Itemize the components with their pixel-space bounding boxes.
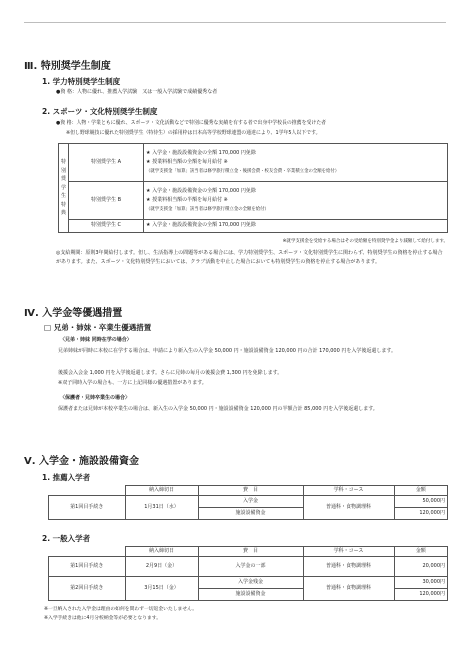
scholar-benefit-a: ★ 入学金・施設設備資金の全額 170,000 円免除 ★ 授業料相当額の全額を毎月給付 ※ （就学支援金「加算」該当者は修学旅行積立金・後援会費・校友会費・卒業積立金の全額を給付）	[144, 144, 448, 182]
course-1: 普通科・食物調理科	[303, 557, 394, 577]
table-note: ※就学支援金を受給する場合はその受給額を特別奨学金より減額して給付します。	[282, 239, 448, 244]
corner-cell	[49, 547, 126, 557]
section-3-sub2-text: ●資 格：人物・学業ともに優れ、スポーツ・文化活動などで特別に優秀な実績を有する者で出身中学校長の推薦を受けた者	[56, 120, 327, 126]
header-deadline: 納入締切日	[125, 486, 198, 496]
section-3-sub2-title: 2. スポーツ・文化特別奨学生制度	[42, 107, 158, 116]
scholarship-row-a	[59, 144, 448, 182]
other-fees-note: ※入学手続きは他に4月分校納金等が必要となります。	[44, 616, 162, 621]
amount-entrance-remainder: 30,000円	[394, 577, 448, 589]
scholar-name-c: 特別奨学生 C	[69, 220, 144, 233]
section-4-sub-title: □ 兄弟・姉妹・卒業生優遇措置	[44, 323, 152, 332]
amount-facility-fee: 120,000円	[394, 508, 448, 520]
procedure-1: 第1回目手続き	[49, 557, 126, 577]
fee-table-general	[48, 546, 448, 601]
siblings-title: 〈兄弟・姉妹 同時在学の場合〉	[60, 337, 132, 343]
section-5-heading: Ⅴ. 入学金・施設設備資金	[24, 456, 140, 467]
item-facility-fee: 施設設備資金	[198, 589, 303, 601]
amount-entrance-part: 20,000円	[394, 557, 448, 577]
header-course: 学科・コース	[303, 486, 394, 496]
section-3-sub2-note: ※但し野球競技に優れた特別奨学生（特待生）の採用枠は日本高等学校野球連盟の通達により、1学年5人以下です。	[66, 130, 321, 136]
section-3-sub1-text: ●資 格：人物に優れ、推薦入学試験 又は一般入学試験で成績優秀な者	[56, 89, 218, 95]
amount-entrance-fee: 50,000円	[394, 496, 448, 508]
scholar-name-b: 特別奨学生 B	[69, 182, 144, 220]
section-3-heading: Ⅲ. 特別奨学生制度	[24, 61, 111, 72]
header-item: 費 目	[198, 547, 303, 557]
scholarship-row-b	[59, 182, 448, 220]
header-course: 学科・コース	[303, 547, 394, 557]
recommended-title: 1. 推薦入学者	[42, 473, 91, 482]
course-2: 普通科・食物調理科	[303, 577, 394, 601]
refund-note: ※一旦納入された入学金は理由の如何を問わず一切返金いたしません。	[44, 607, 198, 612]
scholarship-table	[58, 143, 448, 233]
corner-cell	[49, 486, 126, 496]
item-entrance-fee: 入学金	[198, 496, 303, 508]
section-4-heading: Ⅳ. 入学金等優遇措置	[24, 308, 123, 319]
item-entrance-remainder: 入学金残金	[198, 577, 303, 589]
procedure-1: 第1回目手続き	[49, 496, 126, 520]
section-3-sub1-title: 1. 学力特別奨学生制度	[42, 77, 121, 86]
deadline-2: 3月15日（金）	[125, 577, 198, 601]
procedure-2: 第2回目手続き	[49, 577, 126, 601]
benefit-label: 特 別 奨 学 生 特 典	[59, 144, 69, 233]
alumni-text: 保護者または兄姉が本校卒業生の場合は、新入生の入学金 50,000 円・施設設備資金 120,000 円の半額合計 85,000 円を入学後返還します。	[58, 406, 378, 412]
payment-period-text: ◎支給期間：原則3年間給付します。但し、生活指導上の問題等がある場合には、学力特別奨学生、スポーツ・文化特別奨学生に関わらず、特別奨学生の資格を停止する場合があります。また、スポーツ・文化特別奨学生においては、クラブ活動を中止した場合においても特別奨学生の資格を停止する場合があります。	[56, 250, 443, 265]
header-amount: 金額	[394, 486, 448, 496]
header-amount: 金額	[394, 547, 448, 557]
scholarship-row-c	[59, 220, 448, 233]
item-entrance-part: 入学金の一部	[198, 557, 303, 577]
amount-facility-fee: 120,000円	[394, 589, 448, 601]
item-facility-fee: 施設設備資金	[198, 508, 303, 520]
general-title: 2. 一般入学者	[42, 534, 91, 543]
header-item: 費 目	[198, 486, 303, 496]
top-rule	[24, 22, 446, 23]
deadline-1: 1月31日（水）	[125, 496, 198, 520]
fee-table-recommended	[48, 485, 448, 520]
siblings-text-1: 兄弟姉妹が同時に本校に在学する場合は、申請により新入生の入学金 50,000 円・施設設備資金 120,000 円の合計 170,000 円を入学後返還します。	[58, 348, 396, 354]
scholar-benefit-b: ★ 入学金・施設設備資金の全額 170,000 円免除 ★ 授業料相当額の半額を毎月給付 ※ （就学支援金「加算」該当者は修学旅行積立金の全額を給付）	[144, 182, 448, 220]
scholar-name-a: 特別奨学生 A	[69, 144, 144, 182]
header-deadline: 納入締切日	[125, 547, 198, 557]
deadline-1: 2月9日（金）	[125, 557, 198, 577]
scholar-benefit-c: ★ 入学金・施設設備資金の全額 170,000 円免除	[144, 220, 448, 233]
course-1: 普通科・食物調理科	[303, 496, 394, 520]
siblings-text-3: ※双子同時入学の場合も、一方に上記同様の優遇措置があります。	[58, 380, 207, 386]
alumni-title: 〈保護者・兄姉卒業生の場合〉	[60, 395, 131, 401]
siblings-text-2: 後援会入会金 1,000 円を入学後返還します。さらに兄姉の毎月の後援会費 1,300 円を免除します。	[58, 370, 283, 376]
